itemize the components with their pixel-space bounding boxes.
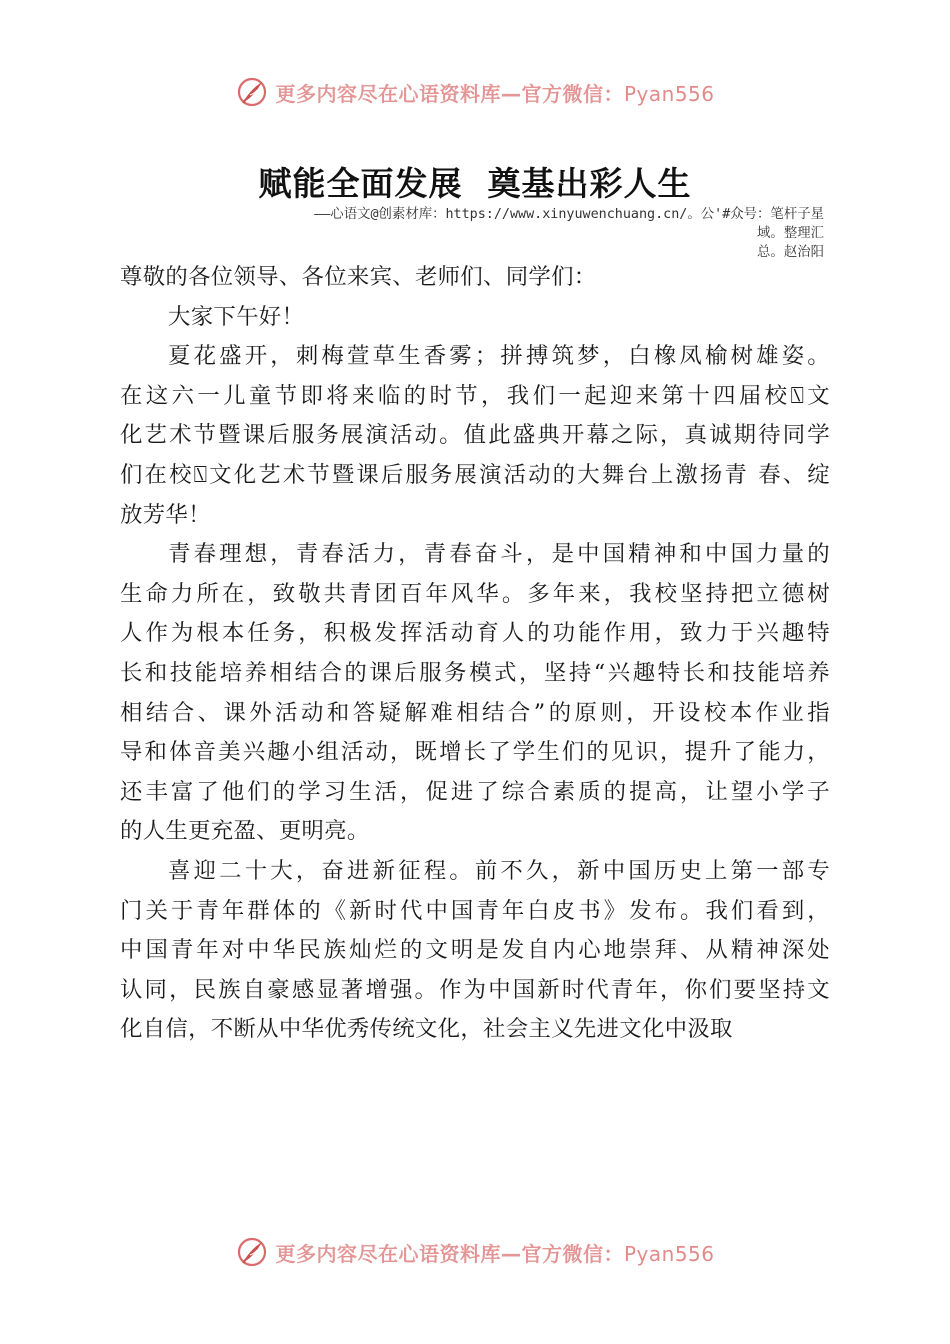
source-attribution (300, 205, 824, 262)
quill-logo-icon (235, 75, 269, 109)
body-line: 相结合、课外活动和答疑解难相结合”的原则，开设校本作业指 (120, 699, 830, 726)
body-line: 化艺术节暨课后服务展演活动。值此盛典开幕之际，真诚期待同学 (120, 422, 830, 449)
body-line: 在这六一儿童节即将来临的时节，我们一起迎来第十四届校⍂文 (120, 382, 830, 409)
body-line: 尊敬的各位领导、各位来宾、老师们、同学们： (120, 264, 597, 290)
body-line: 人作为根本任务，积极发挥活动育人的功能作用，致力于兴趣特 (120, 620, 830, 647)
source-line-2: 总。赵治阳 (757, 245, 824, 260)
banner-slogan: 更多内容尽在心语资料库—官方微信： (275, 1241, 624, 1266)
body-line: 还丰富了他们的学习生活，促进了综合素质的提高，让望小学子 (120, 778, 830, 805)
body-line: 的人生更充盈、更明亮。 (120, 818, 370, 845)
body-line: 青春理想，青春活力，青春奋斗，是中国精神和中国力量的 (168, 541, 830, 568)
body-line: 认同，民族自豪感显著增强。作为中国新时代青年，你们要坚持文 (120, 976, 830, 1003)
body-line: 导和体音美兴趣小组活动，既增长了学生们的见识，提升了能力， (120, 739, 830, 766)
body-line: 夏花盛开，刺梅萱草生香雾；拼搏筑梦，白橡凤榆树雄姿。 (168, 343, 830, 370)
banner-wechat-handle: Pyan556 (623, 81, 715, 106)
banner-wechat-handle: Pyan556 (623, 1241, 715, 1266)
body-line: 长和技能培养相结合的课后服务模式，坚持“兴趣特长和技能培养 (120, 659, 830, 686)
page-title: 赋能全面发展 奠基出彩人生 (258, 164, 692, 203)
body-line: 大家下午好！ (168, 303, 305, 330)
footer-banner (0, 1232, 950, 1272)
speech-body (120, 258, 830, 1050)
body-line: 放芳华！ (120, 501, 211, 528)
banner-slogan: 更多内容尽在心语资料库—官方微信： (275, 81, 624, 106)
banner-text (275, 1238, 714, 1267)
banner-text (275, 78, 714, 107)
body-line: 们在校⍂文化艺术节暨课后服务展演活动的大舞台上激扬青 春、绽 (120, 461, 830, 488)
quill-logo-icon (235, 1235, 269, 1269)
body-line: 生命力所在，致敬共青团百年风华。多年来，我校坚持把立德树 (120, 580, 830, 607)
header-banner (0, 72, 950, 112)
body-line: 化自信，不断从中华优秀传统文化，社会主义先进文化中汲取 (120, 1016, 733, 1043)
source-line-1: ——心语文@创素材库：https://www.xinyuwenchuang.cn/。公'#众号：笔杆子星域。整理汇 (314, 207, 824, 241)
body-line: 喜迎二十大，奋进新征程。前不久，新中国历史上第一部专 (168, 857, 830, 884)
body-line: 中国青年对中华民族灿烂的文明是发自内心地崇拜、从精神深处 (120, 937, 830, 964)
body-line: 门关于青年群体的《新时代中国青年白皮书》发布。我们看到， (120, 897, 830, 924)
